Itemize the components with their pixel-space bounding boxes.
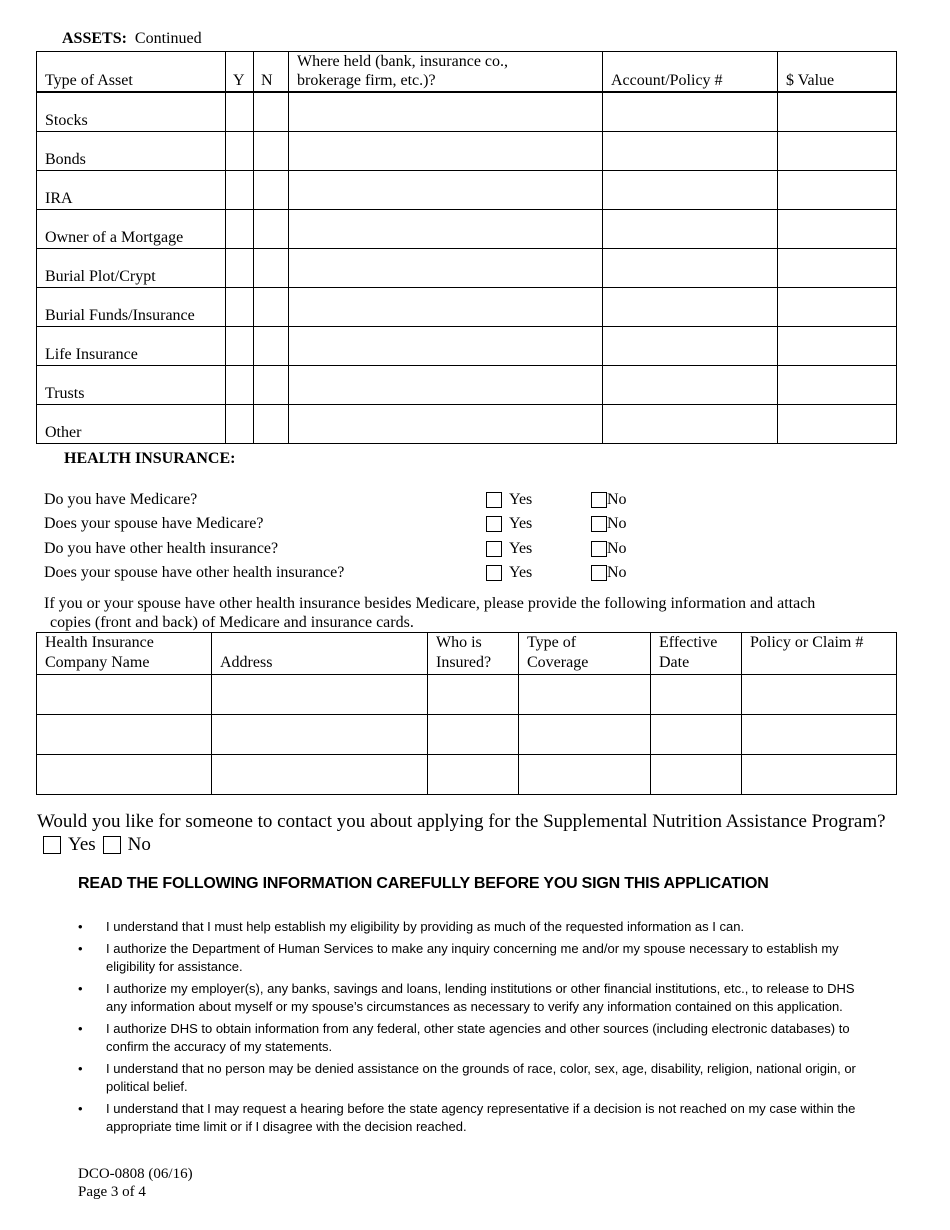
question-medicare: Do you have Medicare?	[44, 491, 198, 508]
asset-account-cell[interactable]	[603, 287, 778, 326]
medicare-no-option	[591, 491, 627, 509]
col-company-line1: Health Insurance	[45, 634, 154, 651]
asset-account-cell[interactable]	[603, 209, 778, 248]
health-insurance-table	[36, 632, 897, 795]
col-date-line2: Date	[659, 654, 690, 671]
asset-yes-cell[interactable]	[226, 248, 254, 287]
snap-no-checkbox[interactable]	[103, 836, 121, 854]
asset-value-cell[interactable]	[778, 170, 897, 209]
medicare-yes-checkbox[interactable]	[486, 492, 502, 508]
col-no: N	[254, 52, 289, 93]
col-type-of-coverage	[519, 633, 651, 675]
snap-yes-label: Yes	[68, 834, 96, 855]
snap-no-label: No	[127, 834, 151, 855]
no-label: No	[607, 564, 627, 581]
asset-value-cell[interactable]	[778, 131, 897, 170]
health-note-line1: If you or your spouse have other health insurance besides Medicare, please provide the following information and attach	[44, 595, 816, 612]
asset-yes-cell[interactable]	[226, 365, 254, 404]
asset-label: IRA	[37, 170, 226, 209]
col-policy-claim: Policy or Claim #	[742, 633, 897, 675]
asset-label: Burial Funds/Insurance	[37, 287, 226, 326]
list-item: • I authorize DHS to obtain information from any federal, other state agencies and other sources (including electronic databases) to confirm the accuracy of my statements.	[78, 1020, 878, 1056]
health-insurance-note	[44, 594, 894, 632]
col-who-line1: Who is	[436, 634, 482, 651]
yes-label: Yes	[509, 515, 533, 532]
asset-yes-cell[interactable]	[226, 326, 254, 365]
yes-label: Yes	[509, 564, 533, 581]
asset-yes-cell[interactable]	[226, 92, 254, 131]
assets-heading-label: ASSETS:	[62, 30, 127, 47]
no-label: No	[607, 515, 627, 532]
asset-value-cell[interactable]	[778, 326, 897, 365]
insurance-row	[37, 675, 897, 715]
asset-account-cell[interactable]	[603, 326, 778, 365]
insurance-cell[interactable]	[651, 675, 742, 715]
asset-where-cell[interactable]	[289, 326, 603, 365]
question-spouse-other-insurance: Does your spouse have other health insurance?	[44, 564, 345, 581]
list-item: • I authorize the Department of Human Services to make any inquiry concerning me and/or my spouse necessary to establish my eligibility for assistance.	[78, 940, 878, 976]
col-type-line1: Type of	[527, 634, 577, 651]
asset-account-cell[interactable]	[603, 131, 778, 170]
spouse-medicare-no-option	[591, 515, 627, 533]
col-effective-date	[651, 633, 742, 675]
asset-no-cell[interactable]	[254, 131, 289, 170]
question-spouse-medicare: Does your spouse have Medicare?	[44, 515, 264, 532]
insurance-cell[interactable]	[212, 675, 428, 715]
asset-yes-cell[interactable]	[226, 287, 254, 326]
asset-row-burial-plot	[37, 248, 897, 287]
asset-yes-cell[interactable]	[226, 404, 254, 443]
col-who-insured	[428, 633, 519, 675]
col-yes: Y	[226, 52, 254, 93]
col-date-line1: Effective	[659, 634, 718, 651]
asset-row-trusts	[37, 365, 897, 404]
spouse-other-insurance-yes-checkbox[interactable]	[486, 565, 502, 581]
other-insurance-yes-checkbox[interactable]	[486, 541, 502, 557]
asset-account-cell[interactable]	[603, 170, 778, 209]
insurance-cell[interactable]	[742, 755, 897, 795]
spouse-other-insurance-yes-option	[486, 564, 532, 582]
insurance-cell[interactable]	[212, 715, 428, 755]
medicare-yes-option	[486, 491, 532, 509]
insurance-cell[interactable]	[37, 675, 212, 715]
health-insurance-heading	[64, 450, 235, 468]
asset-no-cell[interactable]	[254, 365, 289, 404]
col-type-line2: Coverage	[527, 654, 589, 671]
asset-where-cell[interactable]	[289, 365, 603, 404]
col-where-held-line1: Where held (bank, insurance co.,	[297, 53, 509, 70]
asset-yes-cell[interactable]	[226, 131, 254, 170]
asset-no-cell[interactable]	[254, 404, 289, 443]
assets-table	[36, 51, 897, 444]
col-type-of-asset: Type of Asset	[37, 52, 226, 93]
page-number: Page 3 of 4	[78, 1184, 146, 1200]
asset-account-cell[interactable]	[603, 404, 778, 443]
insurance-cell[interactable]	[212, 755, 428, 795]
insurance-cell[interactable]	[519, 715, 651, 755]
insurance-cell[interactable]	[37, 715, 212, 755]
no-label: No	[607, 491, 627, 508]
snap-yes-checkbox[interactable]	[43, 836, 61, 854]
other-insurance-no-option	[591, 540, 627, 558]
insurance-cell[interactable]	[428, 675, 519, 715]
insurance-row	[37, 715, 897, 755]
asset-where-cell[interactable]	[289, 209, 603, 248]
asset-label: Stocks	[37, 92, 226, 131]
form-number: DCO-0808 (06/16)	[78, 1166, 193, 1182]
list-item: • I understand that I may request a hearing before the state agency representative if a decision is not reached on my case within the appropriate time limit or if I disagree with the decision reached.	[78, 1100, 878, 1136]
question-other-insurance: Do you have other health insurance?	[44, 540, 279, 557]
asset-no-cell[interactable]	[254, 209, 289, 248]
asset-row-other	[37, 404, 897, 443]
asset-account-cell[interactable]	[603, 365, 778, 404]
insurance-header-row	[37, 633, 897, 675]
insurance-cell[interactable]	[651, 715, 742, 755]
asset-value-cell[interactable]	[778, 248, 897, 287]
spouse-other-insurance-no-checkbox[interactable]	[591, 565, 607, 581]
asset-label: Burial Plot/Crypt	[37, 248, 226, 287]
insurance-cell[interactable]	[742, 675, 897, 715]
insurance-row	[37, 755, 897, 795]
insurance-cell[interactable]	[519, 675, 651, 715]
col-company-name	[37, 633, 212, 675]
spouse-medicare-no-checkbox[interactable]	[591, 516, 607, 532]
spouse-other-insurance-no-option	[591, 564, 627, 582]
no-label: No	[607, 540, 627, 557]
asset-label: Owner of a Mortgage	[37, 209, 226, 248]
page-footer	[78, 1165, 193, 1201]
asset-value-cell[interactable]	[778, 209, 897, 248]
asset-label: Trusts	[37, 365, 226, 404]
asset-where-cell[interactable]	[289, 92, 603, 131]
snap-options	[43, 834, 158, 856]
col-address: Address	[212, 633, 428, 675]
spouse-medicare-yes-checkbox[interactable]	[486, 516, 502, 532]
col-who-line2: Insured?	[436, 654, 492, 671]
asset-yes-cell[interactable]	[226, 170, 254, 209]
other-insurance-no-checkbox[interactable]	[591, 541, 607, 557]
assets-heading	[62, 30, 202, 48]
asset-row-life-insurance	[37, 326, 897, 365]
yes-label: Yes	[509, 540, 533, 557]
assets-header-row	[37, 52, 897, 93]
col-company-line2: Company Name	[45, 654, 150, 671]
col-value: $ Value	[778, 52, 897, 93]
col-where-held-line2: brokerage firm, etc.)?	[297, 72, 436, 89]
asset-yes-cell[interactable]	[226, 209, 254, 248]
health-insurance-heading-label: HEALTH INSURANCE:	[64, 450, 236, 467]
yes-label: Yes	[509, 491, 533, 508]
read-carefully-heading: READ THE FOLLOWING INFORMATION CAREFULLY BEFORE YOU SIGN THIS APPLICATION	[78, 875, 769, 892]
other-insurance-yes-option	[486, 540, 532, 558]
col-account-policy: Account/Policy #	[603, 52, 778, 93]
asset-row-bonds	[37, 131, 897, 170]
col-where-held	[289, 52, 603, 93]
asset-value-cell[interactable]	[778, 365, 897, 404]
asset-row-ira	[37, 170, 897, 209]
asset-row-mortgage	[37, 209, 897, 248]
list-item: • I authorize my employer(s), any banks, savings and loans, lending institutions or other financial institutions, etc., to release to DHS any information about myself or my spouse’s circumstances as necessary to verify any information contained on this application.	[78, 980, 878, 1016]
snap-question: Would you like for someone to contact you about applying for the Supplemental Nutrition Assistance Program?	[37, 811, 886, 832]
asset-where-cell[interactable]	[289, 131, 603, 170]
asset-label: Bonds	[37, 131, 226, 170]
asset-row-burial-funds	[37, 287, 897, 326]
asset-where-cell[interactable]	[289, 248, 603, 287]
medicare-no-checkbox[interactable]	[591, 492, 607, 508]
health-note-line2: copies (front and back) of Medicare and insurance cards.	[50, 614, 414, 631]
asset-row-stocks	[37, 92, 897, 131]
list-item: • I understand that no person may be denied assistance on the grounds of race, color, sex, age, disability, religion, national origin, or political belief.	[78, 1060, 878, 1096]
asset-no-cell[interactable]	[254, 170, 289, 209]
insurance-cell[interactable]	[742, 715, 897, 755]
authorization-list	[78, 918, 878, 1140]
asset-label: Other	[37, 404, 226, 443]
insurance-cell[interactable]	[37, 755, 212, 795]
asset-label: Life Insurance	[37, 326, 226, 365]
asset-where-cell[interactable]	[289, 170, 603, 209]
insurance-cell[interactable]	[428, 715, 519, 755]
asset-value-cell[interactable]	[778, 287, 897, 326]
insurance-cell[interactable]	[519, 755, 651, 795]
asset-value-cell[interactable]	[778, 404, 897, 443]
asset-account-cell[interactable]	[603, 92, 778, 131]
list-item: • I understand that I must help establish my eligibility by providing as much of the requested information as I can.	[78, 918, 878, 936]
asset-where-cell[interactable]	[289, 404, 603, 443]
asset-where-cell[interactable]	[289, 287, 603, 326]
asset-account-cell[interactable]	[603, 248, 778, 287]
insurance-cell[interactable]	[651, 755, 742, 795]
asset-value-cell[interactable]	[778, 92, 897, 131]
insurance-cell[interactable]	[428, 755, 519, 795]
asset-no-cell[interactable]	[254, 287, 289, 326]
asset-no-cell[interactable]	[254, 248, 289, 287]
asset-no-cell[interactable]	[254, 92, 289, 131]
assets-heading-continued: Continued	[134, 30, 202, 47]
spouse-medicare-yes-option	[486, 515, 532, 533]
asset-no-cell[interactable]	[254, 326, 289, 365]
